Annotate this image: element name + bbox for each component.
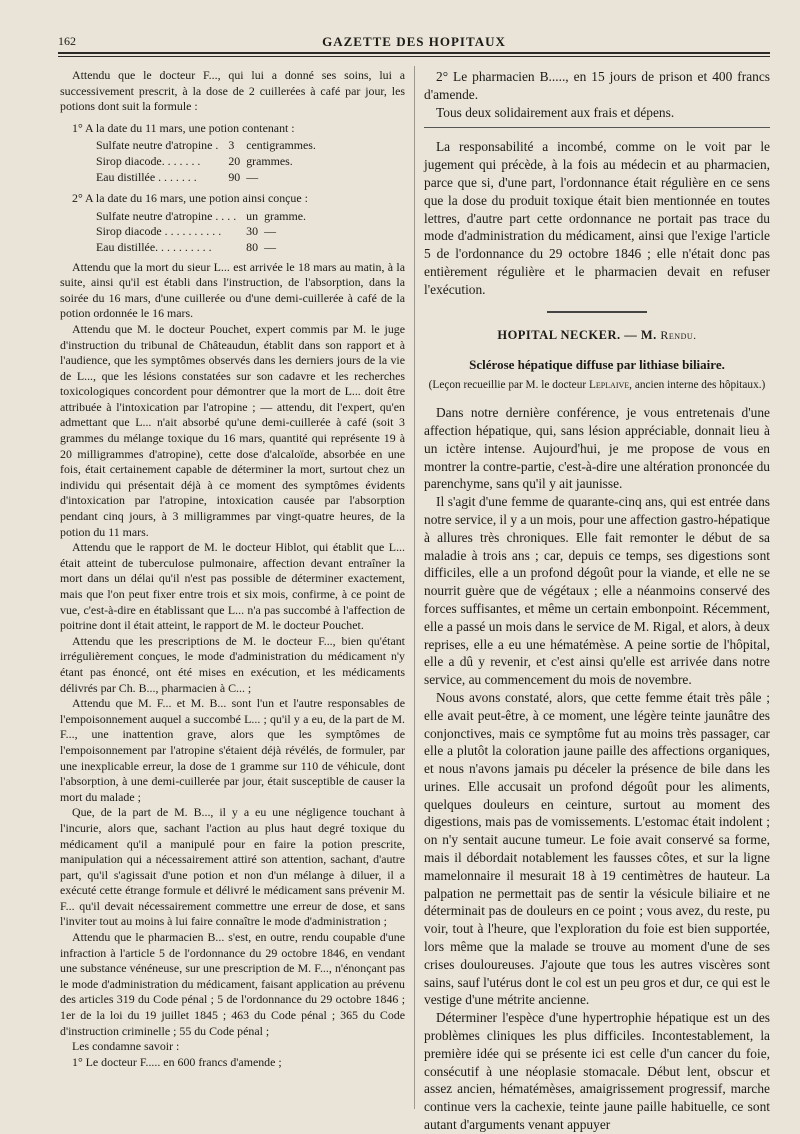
paragraph: Attendu que M. F... et M. B... sont l'un et l'autre responsables de l'empoisonnement auquel a succombé L... ; qu'il y a eu, de la part de M. F..., une inattention grave, alors que les symptômes de l'empoisonnement par l'atropine s'étaient déjà révélés, de formuler, par une inexplicable erreur, la dose de 1 gramme sur 110 de véhicule, dont l'absorption, à une demi-cuillerée par jour, était susceptible de causer la mort du malade ;	[60, 696, 405, 804]
formula-row	[96, 170, 322, 186]
paragraph: Attendu que M. le docteur Pouchet, expert commis par M. le juge d'instruction du tribunal de Châteaudun, établit dans son rapport et à l'audience, que les symptômes observés dans les derniers jours de la vie de L..., que les lésions constatées sur son cadavre et les recherches toxicologiques concordent pour démontrer que la mort de L... doit être attribuée à l'intoxication par l'atropine ; — attendu, dit l'expert, qu'en admettant que L... n'ait absorbé qu'une demi-cuillerée à café (soit 3 grammes du mélange toxique du 16 mars, quantité qui représente 19 à 20 milligrammes d'atropine), cette dose d'alcaloïde, absorbée en une fois, était certainement capable de déterminer la mort, surtout chez un individu qui présentait déjà à ce moment des symptômes évidents d'intoxication par l'atropine, intoxication causée par l'absorption pendant cinq jours, à 3 milligrammes par vingt-quatre heures, de la potion du 11 mars.	[60, 321, 405, 539]
lesson-note-part: , ancien interne des hôpitaux.)	[629, 379, 766, 392]
ingredient: Eau distillée . . . . . . .	[96, 169, 197, 184]
formula-heading: 2° A la date du 16 mars, une potion ainsi conçue :	[72, 191, 308, 206]
quantity: 20	[228, 153, 241, 168]
paragraph: Il s'agit d'une femme de quarante-cinq ans, qui est entrée dans notre service, il y a un mois, pour une affection gastro-hépatique à allures très chroniques. Elle fait remonter le début de sa maladie à trois ans ; car, depuis ce temps, ses digestions sont difficiles, elle a un profond dégoût pour la viande, et elle ne se nourrit guère que de végétaux ; elle a néanmoins conservé des forces suffisantes, et même un certain embonpoint. Récemment, elle a passé un mois dans le service de M. Rigal, et alors, à deux reprises, elle a eu une hématémèse. A peine sortie de l'hôpital, elle a dû y revenir, et c'est ainsi qu'elle est arrivée dans notre service, au commencement du mois de novembre.	[424, 494, 770, 688]
ingredient: Sirop diacode . . . . . . . . . .	[96, 224, 222, 239]
paragraph: Dans notre dernière conférence, je vous entretenais d'une affection hépatique, qui, sans lésion appréciable, donnait lieu à un ictère intense. Aujourd'hui, je me propose de vous en montrer la contre-partie, c'est-à-dire une altération prononcée du parenchyme, sans qu'il y ait jaunisse.	[424, 405, 770, 492]
paragraph: Que, de la part de M. B..., il y a eu une négligence touchant à l'incurie, alors que, sachant l'action au plus haut degré toxique du médicament qu'il a manipulé pour en faire la potion prescrite, manipulation qui a nécessairement attiré son attention, sachant, d'autre part, qu'il s'agissait d'une potion et non d'un mélange à diluer, il a exécuté cette étrange formule et délivré le médicament sans prévenir M. F... qu'il devait nécessairement commettre une erreur de dose, et sans l'inviter tout au moins à lui faire connaître le mode d'administration ;	[60, 805, 405, 929]
article-separator	[547, 311, 647, 313]
paragraph: Tous deux solidairement aux frais et dépens.	[436, 104, 675, 120]
quantity: 30	[246, 224, 259, 239]
quantity: 90	[228, 169, 241, 184]
paragraph: 1° Le docteur F..... en 600 francs d'amende ;	[72, 1054, 282, 1069]
hospital-author: Rendu.	[660, 327, 697, 342]
paragraph: Attendu que le rapport de M. le docteur Hiblot, qui établit que L... était atteint de tuberculose pulmonaire, affection devant entraîner la mort dans un délai qu'il n'est pas possible de déterminer exactement, mais que l'on peut fixer entre trois et six mois, confirme, à ce point de vue, c'est-à-dire en établissant que L... n'a pas succombé à l'affection de poitrine dont il était atteint, le rapport de M. le docteur Pouchet.	[60, 540, 405, 633]
header-rule	[58, 52, 770, 54]
lesson-note-part: (Leçon recueillie par M. le docteur	[428, 379, 589, 392]
right-column	[424, 68, 770, 1133]
paragraph: Attendu que la mort du sieur L... est arrivée le 18 mars au matin, à la suite, ainsi qu'il est établi dans l'instruction, de l'absorption, dans la soirée du 16 mars, d'une cuillerée ou d'une demi-cuillerée à café de la potion ordonnée le 16 mars.	[60, 259, 405, 321]
formula-row	[96, 224, 312, 240]
page-number: 162	[58, 34, 76, 48]
unit: grammes.	[246, 153, 293, 168]
hospital-heading	[424, 327, 770, 345]
unit: —	[264, 239, 276, 254]
ingredient: Sulfate neutre d'atropine . . . .	[96, 208, 237, 223]
formula-row	[96, 209, 312, 225]
journal-title: GAZETTE DES HOPITAUX	[322, 34, 506, 49]
unit: centigrammes.	[246, 138, 316, 153]
formula-heading: 1° A la date du 11 mars, une potion contenant :	[72, 120, 295, 135]
quantity: 80	[246, 239, 259, 254]
page-header	[58, 28, 770, 50]
lesson-note-name: Leplaive	[588, 379, 630, 392]
paragraph: La responsabilité a incombé, comme on le voit par le jugement qui précède, à la fois au médecin et au pharmacien, parce que si, d'une part, l'ordonnance était régulière en ce sens que la dose du produit toxique était bien mentionnée en toutes lettres, d'autre part cette ordonnance ne portait pas trace du mode d'administration du médicament, ainsi que l'exige l'article 5 de l'ordonnance du 29 octobre 1846 ; elle n'était donc pas entièrement régulière et le pharmacien devait en refuser l'exécution.	[424, 139, 770, 297]
paragraph: Attendu que le docteur F..., qui lui a donné ses soins, lui a successivement prescrit, à la dose de 2 cuillerées à café par jour, les potions dont suit la formule :	[60, 68, 405, 114]
paragraph: Attendu que les prescriptions de M. le docteur F..., bien qu'étant irrégulièrement conçues, le mode d'administration du médicament n'y étant pas énoncé, ont été mises en exécution, et les médicaments délivrés par Ch. B..., pharmacien à C... ;	[60, 633, 405, 695]
formula-row	[96, 138, 322, 154]
quantity: un	[246, 208, 259, 223]
ingredient: Eau distillée. . . . . . . . . .	[96, 239, 212, 254]
formula-row	[96, 154, 322, 170]
column-divider	[414, 66, 415, 1109]
formula-table-2	[96, 209, 312, 256]
paragraph: 2° Le pharmacien B....., en 15 jours de prison et 400 francs d'amende.	[424, 69, 770, 102]
lesson-title: Sclérose hépatique diffuse par lithiase biliaire.	[469, 357, 725, 373]
ingredient: Sulfate neutre d'atropine .	[96, 138, 219, 153]
formula-row	[96, 240, 312, 256]
paragraph: Déterminer l'espèce d'une hypertrophie hépatique est un des problèmes cliniques les plus difficiles. Incontestablement, la première idée qui se présente ici est celle d'un cancer du foie, consécutif à une néoplasie stomacale. Début lent, obscur et assez ancien, hématémèses, amaigrissement progressif, marche continue vers la cachexie, teinte jaune paille habituelle, ce sont autant d'arguments venant appuyer	[424, 1010, 770, 1133]
paragraph: Les condamne savoir :	[72, 1039, 180, 1054]
formula-table-1	[96, 138, 322, 185]
unit: gramme.	[264, 208, 306, 223]
unit: —	[264, 224, 276, 239]
hospital-name: HOPITAL NECKER. — M.	[497, 327, 661, 342]
header-rule-thin	[58, 56, 770, 57]
lesson-note	[424, 378, 770, 392]
quantity: 3	[228, 138, 235, 153]
section-divider	[424, 127, 770, 128]
left-column	[60, 68, 405, 1109]
unit: —	[246, 169, 259, 184]
paragraph: Nous avons constaté, alors, que cette femme était très pâle ; elle avait peut-être, à ce moment, une légère teinte jaunâtre des conjonctives, mais ce symptôme fut au moins très passager, car elle a plutôt la coloration jaune paille des affections organiques, et nous n'avons jamais pu déceler la présence de bile dans les urines. Elle accusait un profond dégoût pour les aliments, quelques douleurs en ceinture, surtout au moment des digestions, mais pas de vomissements. L'estomac était indolent ; on n'y sentait aucune tumeur. Le foie avait conservé sa forme, mais il débordait notablement les fausses côtes, et sur la ligne mamelonnaire il mesurait 18 à 19 centimètres de hauteur. La palpation ne permettait pas de sentir la vésicule biliaire et ne déterminait pas de douleurs en ce point ; vous avez, du reste, pu voir, tout à l'heure, que l'exploration du foie est bien supportée, lors même que la malade se trouve au moment d'une de ses crises douloureuses. J'ajoute que tous les autres viscères sont sains, sauf l'utérus dont le col est un peu gros et dur, ce qui est le vestige d'une métrite ancienne.	[424, 689, 770, 1008]
ingredient: Sirop diacode. . . . . . .	[96, 153, 201, 168]
paragraph: Attendu que le pharmacien B... s'est, en outre, rendu coupable d'une infraction à l'article 5 de l'ordonnance du 29 octobre 1846, en vendant une substance vénéneuse, sur une prescription de M. F..., n'énonçant pas le mode d'administration du médicament, faisant application au prévenu des articles 319 du Code pénal ; 5 de l'ordonnance du 29 octobre 1846 ; 1er de la loi du 19 juillet 1845 ; 463 du Code pénal ; 365 du Code d'instruction criminelle ; 55 du Code pénal ;	[60, 930, 405, 1038]
